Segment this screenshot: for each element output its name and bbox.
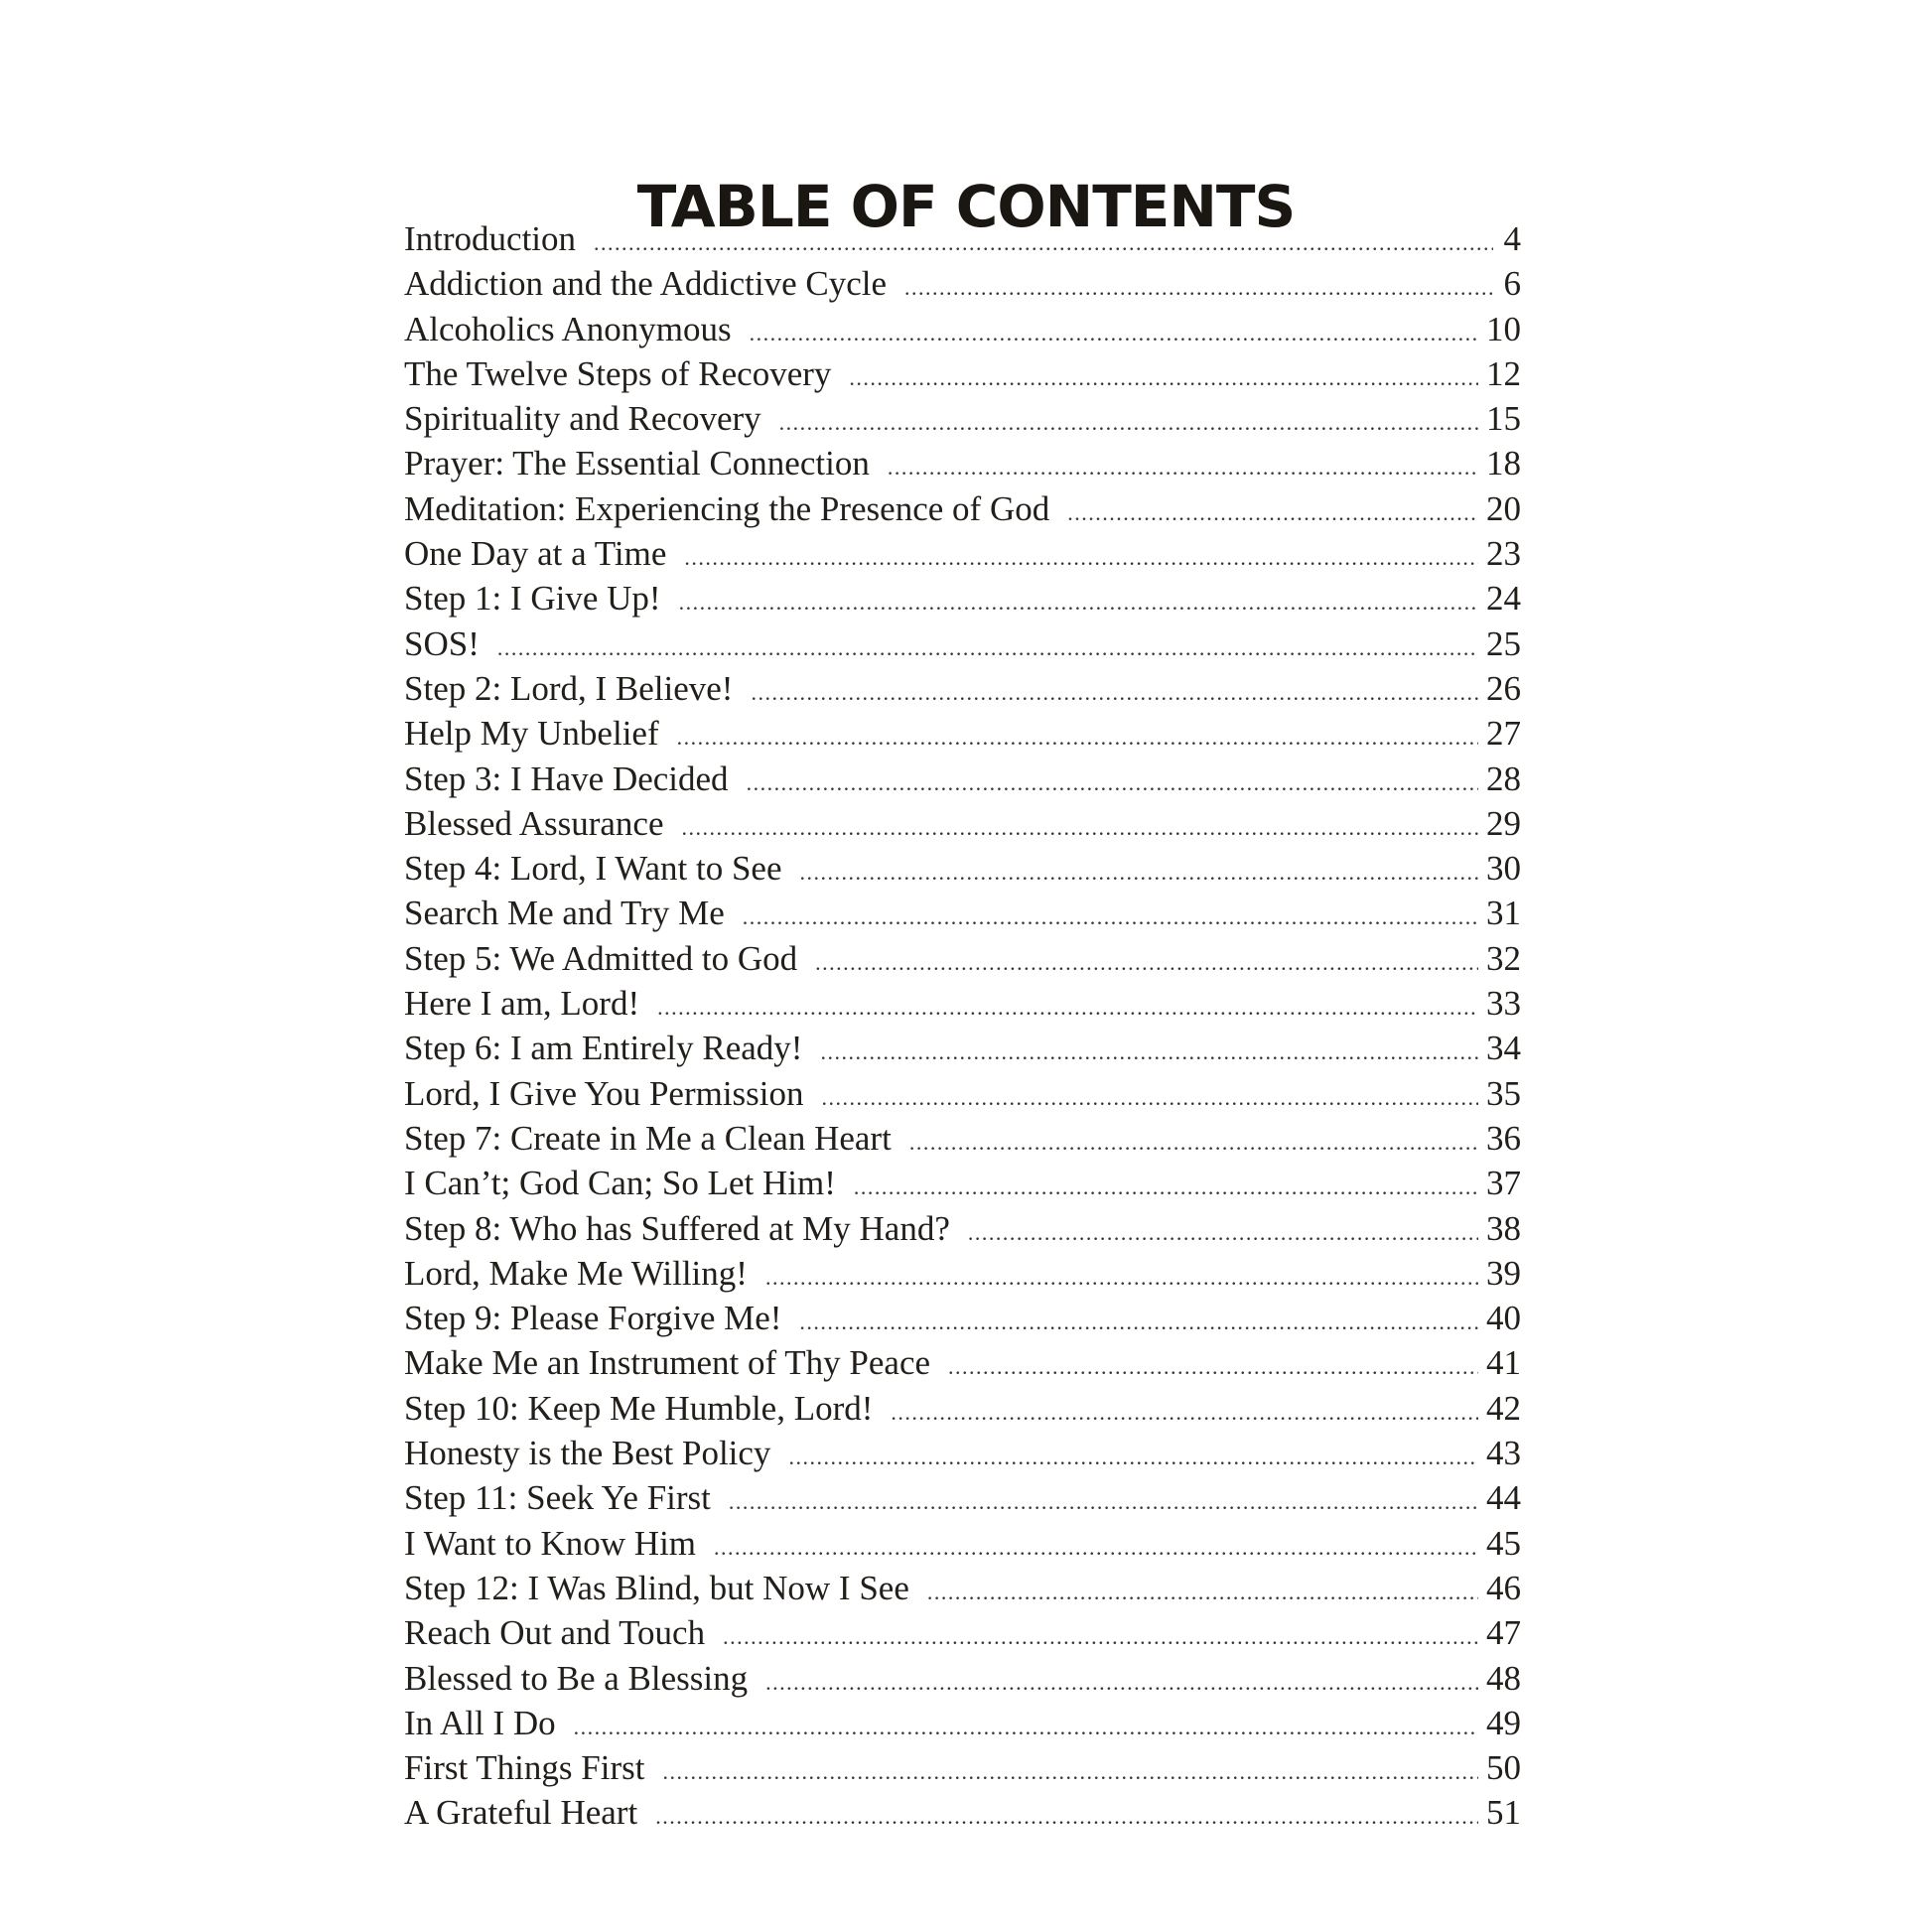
toc-entry-title: Step 7: Create in Me a Clean Heart (404, 1118, 892, 1158)
dot-leader (765, 1660, 1478, 1705)
toc-entry-page-number: 31 (1486, 894, 1521, 933)
toc-entry-title: In All I Do (404, 1703, 556, 1742)
dot-leader (1067, 490, 1478, 535)
toc-entry (404, 801, 1521, 846)
toc-entry (404, 486, 1521, 531)
toc-entry (404, 531, 1521, 576)
toc-entry (404, 981, 1521, 1026)
dot-leader (765, 1255, 1478, 1300)
toc-entry-title: Step 1: I Give Up! (404, 579, 661, 619)
toc-entry (404, 216, 1521, 261)
toc-entry (404, 666, 1521, 711)
dot-leader (574, 1705, 1478, 1749)
dot-leader (684, 535, 1478, 580)
dot-leader (750, 311, 1478, 355)
toc-entry-title: Step 9: Please Forgive Me! (404, 1299, 782, 1338)
dot-leader (788, 1435, 1478, 1479)
toc-entry-page-number: 24 (1486, 579, 1521, 619)
toc-entry (404, 1431, 1521, 1475)
toc-entry-title: Reach Out and Touch (404, 1613, 706, 1653)
toc-entry-page-number: 6 (1503, 264, 1521, 304)
toc-entry (404, 1610, 1521, 1655)
dot-leader (751, 670, 1478, 715)
dot-leader (799, 1300, 1478, 1344)
dot-leader (497, 625, 1478, 670)
toc-entry-title: First Things First (404, 1748, 645, 1788)
dot-leader (820, 1030, 1478, 1074)
toc-entry (404, 1206, 1521, 1251)
toc-entry (404, 351, 1521, 396)
toc-entry (404, 936, 1521, 981)
toc-entry-title: Step 12: I Was Blind, but Now I See (404, 1568, 909, 1607)
toc-entry (404, 1745, 1521, 1790)
toc-entry-page-number: 48 (1486, 1658, 1521, 1698)
toc-entry-page-number: 36 (1486, 1118, 1521, 1158)
toc-entry (404, 396, 1521, 441)
dot-leader (679, 580, 1478, 624)
toc-entry (404, 1521, 1521, 1566)
dot-leader (723, 1614, 1478, 1659)
table-of-contents (404, 216, 1521, 1836)
toc-entry-title: Step 2: Lord, I Believe! (404, 668, 734, 708)
toc-entry-title: Search Me and Try Me (404, 894, 725, 933)
toc-entry-page-number: 34 (1486, 1029, 1521, 1068)
dot-leader (948, 1344, 1478, 1389)
dot-leader (743, 895, 1478, 939)
toc-entry-title: Step 10: Keep Me Humble, Lord! (404, 1388, 874, 1428)
toc-entry (404, 1566, 1521, 1610)
toc-entry-title: Step 3: I Have Decided (404, 759, 729, 798)
dot-leader (779, 400, 1478, 445)
toc-entry-title: The Twelve Steps of Recovery (404, 353, 832, 393)
toc-entry-title: Help My Unbelief (404, 714, 659, 754)
toc-entry-title: I Can’t; God Can; So Let Him! (404, 1164, 836, 1203)
toc-entry-page-number: 27 (1486, 714, 1521, 754)
dot-leader (968, 1210, 1478, 1255)
toc-entry-page-number: 46 (1486, 1568, 1521, 1607)
dot-leader (729, 1479, 1478, 1524)
toc-entry-page-number: 33 (1486, 984, 1521, 1024)
toc-entry-page-number: 15 (1486, 399, 1521, 439)
toc-entry-page-number: 20 (1486, 488, 1521, 528)
toc-entry (404, 1701, 1521, 1745)
toc-entry (404, 711, 1521, 756)
toc-entry-page-number: 26 (1486, 668, 1521, 708)
dot-leader (747, 760, 1478, 805)
toc-entry (404, 1475, 1521, 1520)
toc-entry-page-number: 35 (1486, 1073, 1521, 1113)
toc-entry-page-number: 37 (1486, 1164, 1521, 1203)
toc-entry (404, 1386, 1521, 1431)
dot-leader (815, 940, 1478, 985)
dot-leader (849, 355, 1478, 400)
dot-leader (594, 220, 1493, 265)
dot-leader (891, 1390, 1478, 1435)
toc-entry-page-number: 45 (1486, 1523, 1521, 1563)
dot-leader (909, 1120, 1478, 1165)
toc-entry (404, 576, 1521, 621)
toc-entry (404, 1071, 1521, 1116)
dot-leader (655, 1794, 1478, 1839)
toc-entry-page-number: 42 (1486, 1388, 1521, 1428)
dot-leader (927, 1570, 1478, 1614)
dot-leader (904, 265, 1493, 310)
toc-entry-page-number: 49 (1486, 1703, 1521, 1742)
toc-entry-title: Addiction and the Addictive Cycle (404, 264, 888, 304)
toc-entry-page-number: 32 (1486, 938, 1521, 978)
toc-entry (404, 441, 1521, 485)
toc-entry-title: SOS! (404, 623, 480, 663)
dot-leader (662, 1749, 1478, 1794)
toc-entry-page-number: 25 (1486, 623, 1521, 663)
toc-entry-page-number: 4 (1503, 219, 1521, 258)
toc-entry (404, 891, 1521, 935)
toc-entry-title: Blessed Assurance (404, 803, 664, 843)
toc-entry-title: I Want to Know Him (404, 1523, 697, 1563)
toc-entry-page-number: 28 (1486, 759, 1521, 798)
toc-entry (404, 1296, 1521, 1340)
toc-entry-title: Make Me an Instrument of Thy Peace (404, 1343, 931, 1383)
toc-entry (404, 621, 1521, 666)
toc-entry-title: Alcoholics Anonymous (404, 309, 732, 348)
toc-entry (404, 1340, 1521, 1385)
toc-entry-title: A Grateful Heart (404, 1793, 638, 1833)
toc-entry-page-number: 47 (1486, 1613, 1521, 1653)
dot-leader (800, 850, 1478, 895)
toc-entry-title: Lord, I Give You Permission (404, 1073, 804, 1113)
toc-entry-title: Step 5: We Admitted to God (404, 938, 798, 978)
toc-entry (404, 1251, 1521, 1296)
toc-entry (404, 307, 1521, 351)
toc-entry-title: Honesty is the Best Policy (404, 1434, 771, 1473)
toc-entry (404, 757, 1521, 801)
toc-entry-title: Prayer: The Essential Connection (404, 444, 870, 483)
toc-entry-page-number: 50 (1486, 1748, 1521, 1788)
toc-entry-title: Step 8: Who has Suffered at My Hand? (404, 1208, 950, 1248)
toc-entry (404, 1790, 1521, 1835)
toc-entry-page-number: 44 (1486, 1478, 1521, 1518)
toc-entry-page-number: 41 (1486, 1343, 1521, 1383)
dot-leader (854, 1165, 1478, 1209)
toc-entry-page-number: 18 (1486, 444, 1521, 483)
toc-entry (404, 846, 1521, 891)
toc-entry-title: Step 4: Lord, I Want to See (404, 849, 782, 889)
toc-entry-page-number: 23 (1486, 534, 1521, 574)
toc-entry-title: Step 6: I am Entirely Ready! (404, 1029, 803, 1068)
toc-entry (404, 1116, 1521, 1161)
dot-leader (677, 715, 1478, 759)
toc-entry-page-number: 29 (1486, 803, 1521, 843)
toc-entry (404, 1026, 1521, 1070)
toc-entry-page-number: 30 (1486, 849, 1521, 889)
toc-entry-title: Meditation: Experiencing the Presence of God (404, 488, 1050, 528)
toc-entry-title: Spirituality and Recovery (404, 399, 761, 439)
toc-entry (404, 1161, 1521, 1205)
dot-leader (681, 805, 1478, 850)
page-title: TABLE OF CONTENTS (636, 172, 1296, 240)
toc-entry-page-number: 51 (1486, 1793, 1521, 1833)
toc-entry-page-number: 12 (1486, 353, 1521, 393)
dot-leader (714, 1525, 1478, 1570)
toc-entry-title: Blessed to Be a Blessing (404, 1658, 749, 1698)
toc-entry-page-number: 38 (1486, 1208, 1521, 1248)
toc-entry-title: Step 11: Seek Ye First (404, 1478, 711, 1518)
toc-entry-page-number: 40 (1486, 1299, 1521, 1338)
toc-entry-title: Lord, Make Me Willing! (404, 1253, 748, 1293)
dot-leader (888, 445, 1478, 489)
toc-entry (404, 1656, 1521, 1701)
toc-entry-page-number: 43 (1486, 1434, 1521, 1473)
toc-entry-page-number: 39 (1486, 1253, 1521, 1293)
toc-entry-page-number: 10 (1486, 309, 1521, 348)
toc-entry-title: Introduction (404, 219, 577, 258)
dot-leader (822, 1075, 1478, 1120)
toc-entry-title: One Day at a Time (404, 534, 667, 574)
dot-leader (657, 985, 1478, 1030)
toc-entry (404, 261, 1521, 306)
toc-entry-title: Here I am, Lord! (404, 984, 640, 1024)
